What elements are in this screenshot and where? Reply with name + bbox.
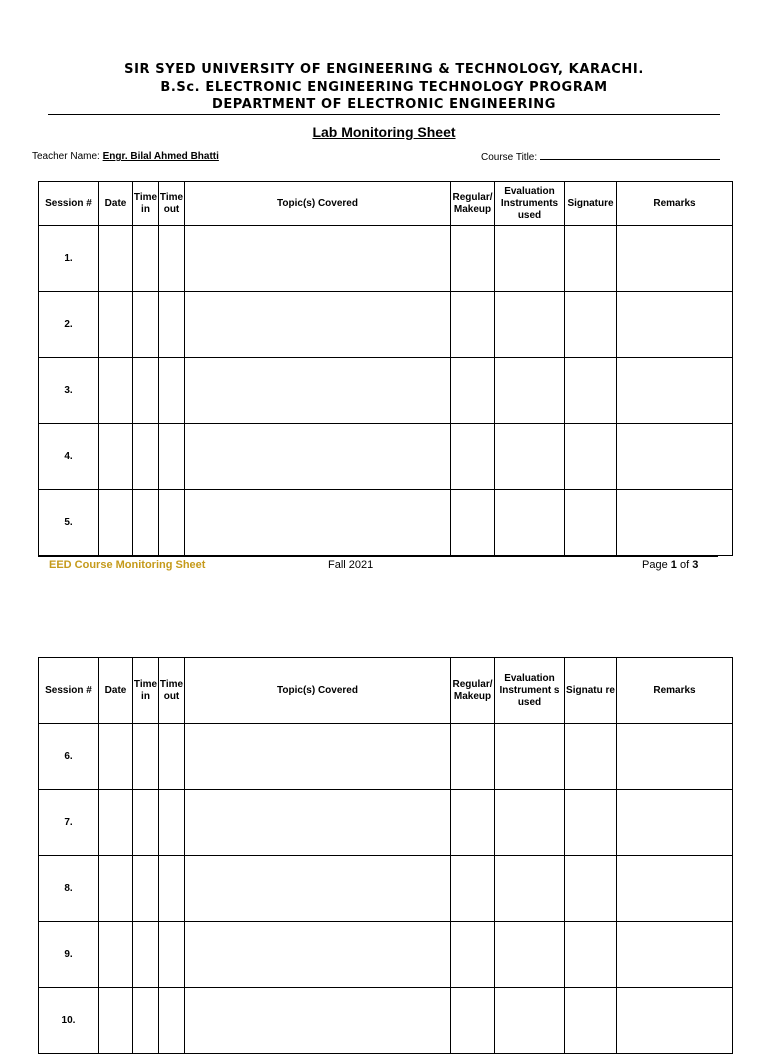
table-row [39, 358, 733, 424]
signature-cell[interactable] [565, 988, 617, 1054]
header-session: Session # [39, 658, 99, 724]
header-evaluation: Evaluation Instruments used [495, 182, 565, 226]
date-cell[interactable] [99, 922, 133, 988]
evaluation-cell[interactable] [495, 358, 565, 424]
page-title: Lab Monitoring Sheet [312, 124, 456, 140]
remarks-cell[interactable] [617, 292, 733, 358]
table-row [39, 424, 733, 490]
time-out-cell[interactable] [159, 724, 185, 790]
regular-makeup-cell[interactable] [451, 358, 495, 424]
table-row [39, 724, 733, 790]
course-title-field [481, 151, 720, 163]
remarks-cell[interactable] [617, 724, 733, 790]
page-current: 1 [670, 559, 677, 571]
header-remarks: Remarks [617, 658, 733, 724]
remarks-cell[interactable] [617, 226, 733, 292]
header-regular-makeup: Regular/ Makeup [451, 658, 495, 724]
footer-term: Fall 2021 [328, 559, 374, 571]
table-header-row [39, 658, 733, 724]
date-cell[interactable] [99, 790, 133, 856]
time-in-cell[interactable] [133, 856, 159, 922]
remarks-cell[interactable] [617, 856, 733, 922]
time-in-cell[interactable] [133, 922, 159, 988]
regular-makeup-cell[interactable] [451, 856, 495, 922]
session-table-1 [38, 181, 733, 556]
program-name: B.Sc. ELECTRONIC ENGINEERING TECHNOLOGY PROGRAM [160, 80, 608, 95]
university-name: SIR SYED UNIVERSITY OF ENGINEERING & TECHNOLOGY, KARACHI. [124, 62, 644, 77]
header-divider [48, 114, 720, 115]
time-in-cell[interactable] [133, 292, 159, 358]
table-row [39, 856, 733, 922]
topics-cell[interactable] [185, 856, 451, 922]
evaluation-cell[interactable] [495, 490, 565, 556]
header-signature: Signature [565, 182, 617, 226]
session-number: 4. [39, 424, 99, 490]
footer-page-number [642, 559, 698, 571]
remarks-cell[interactable] [617, 358, 733, 424]
header-time-out: Time out [159, 658, 185, 724]
signature-cell[interactable] [565, 292, 617, 358]
date-cell[interactable] [99, 226, 133, 292]
topics-cell[interactable] [185, 988, 451, 1054]
evaluation-cell[interactable] [495, 424, 565, 490]
topics-cell[interactable] [185, 424, 451, 490]
evaluation-cell[interactable] [495, 226, 565, 292]
session-number: 5. [39, 490, 99, 556]
evaluation-cell[interactable] [495, 724, 565, 790]
time-out-cell[interactable] [159, 490, 185, 556]
time-out-cell[interactable] [159, 922, 185, 988]
date-cell[interactable] [99, 988, 133, 1054]
header-time-in: Time in [133, 658, 159, 724]
time-in-cell[interactable] [133, 226, 159, 292]
course-title-blank[interactable] [540, 151, 720, 160]
header-time-out: Time out [159, 182, 185, 226]
remarks-cell[interactable] [617, 988, 733, 1054]
topics-cell[interactable] [185, 226, 451, 292]
time-out-cell[interactable] [159, 292, 185, 358]
header-evaluation: Evaluation Instrument s used [495, 658, 565, 724]
regular-makeup-cell[interactable] [451, 922, 495, 988]
header-date: Date [99, 182, 133, 226]
signature-cell[interactable] [565, 856, 617, 922]
table-header-row [39, 182, 733, 226]
session-number: 9. [39, 922, 99, 988]
signature-cell[interactable] [565, 226, 617, 292]
time-out-cell[interactable] [159, 856, 185, 922]
topics-cell[interactable] [185, 358, 451, 424]
evaluation-cell[interactable] [495, 922, 565, 988]
signature-cell[interactable] [565, 790, 617, 856]
table-row [39, 292, 733, 358]
signature-cell[interactable] [565, 490, 617, 556]
time-in-cell[interactable] [133, 490, 159, 556]
table-row [39, 226, 733, 292]
table-row [39, 988, 733, 1054]
date-cell[interactable] [99, 358, 133, 424]
signature-cell[interactable] [565, 724, 617, 790]
teacher-name-field [32, 151, 219, 162]
session-number: 2. [39, 292, 99, 358]
signature-cell[interactable] [565, 358, 617, 424]
session-number: 6. [39, 724, 99, 790]
header-topics: Topic(s) Covered [185, 182, 451, 226]
topics-cell[interactable] [185, 292, 451, 358]
regular-makeup-cell[interactable] [451, 988, 495, 1054]
table-row [39, 922, 733, 988]
time-in-cell[interactable] [133, 358, 159, 424]
date-cell[interactable] [99, 490, 133, 556]
header-date: Date [99, 658, 133, 724]
date-cell[interactable] [99, 724, 133, 790]
remarks-cell[interactable] [617, 424, 733, 490]
time-out-cell[interactable] [159, 790, 185, 856]
table-row [39, 790, 733, 856]
course-title-label: Course Title: [481, 152, 538, 163]
signature-cell[interactable] [565, 424, 617, 490]
topics-cell[interactable] [185, 724, 451, 790]
date-cell[interactable] [99, 424, 133, 490]
table-row [39, 490, 733, 556]
header-topics: Topic(s) Covered [185, 658, 451, 724]
evaluation-cell[interactable] [495, 856, 565, 922]
regular-makeup-cell[interactable] [451, 724, 495, 790]
session-number: 8. [39, 856, 99, 922]
regular-makeup-cell[interactable] [451, 226, 495, 292]
time-out-cell[interactable] [159, 358, 185, 424]
time-out-cell[interactable] [159, 424, 185, 490]
time-in-cell[interactable] [133, 988, 159, 1054]
date-cell[interactable] [99, 292, 133, 358]
date-cell[interactable] [99, 856, 133, 922]
remarks-cell[interactable] [617, 922, 733, 988]
time-in-cell[interactable] [133, 724, 159, 790]
footer-divider [38, 556, 718, 557]
evaluation-cell[interactable] [495, 988, 565, 1054]
time-in-cell[interactable] [133, 424, 159, 490]
header-signature: Signatu re [565, 658, 617, 724]
teacher-name-value: Engr. Bilal Ahmed Bhatti [102, 151, 219, 162]
header-time-in: Time in [133, 182, 159, 226]
time-out-cell[interactable] [159, 226, 185, 292]
header-remarks: Remarks [617, 182, 733, 226]
page-total: 3 [692, 559, 699, 571]
evaluation-cell[interactable] [495, 292, 565, 358]
regular-makeup-cell[interactable] [451, 424, 495, 490]
regular-makeup-cell[interactable] [451, 292, 495, 358]
topics-cell[interactable] [185, 922, 451, 988]
regular-makeup-cell[interactable] [451, 490, 495, 556]
session-number: 3. [39, 358, 99, 424]
footer-sheet-name: EED Course Monitoring Sheet [49, 559, 206, 571]
time-in-cell[interactable] [133, 790, 159, 856]
time-out-cell[interactable] [159, 988, 185, 1054]
session-number: 10. [39, 988, 99, 1054]
page-prefix: Page [642, 559, 668, 571]
remarks-cell[interactable] [617, 790, 733, 856]
header-session: Session # [39, 182, 99, 226]
session-number: 1. [39, 226, 99, 292]
topics-cell[interactable] [185, 490, 451, 556]
session-table-2 [38, 657, 733, 1054]
regular-makeup-cell[interactable] [451, 790, 495, 856]
teacher-name-label: Teacher Name: [32, 151, 100, 162]
page-of: of [679, 559, 690, 571]
header-regular-makeup: Regular/ Makeup [451, 182, 495, 226]
topics-cell[interactable] [185, 790, 451, 856]
remarks-cell[interactable] [617, 490, 733, 556]
session-number: 7. [39, 790, 99, 856]
evaluation-cell[interactable] [495, 790, 565, 856]
signature-cell[interactable] [565, 922, 617, 988]
department-name: DEPARTMENT OF ELECTRONIC ENGINEERING [211, 97, 557, 112]
